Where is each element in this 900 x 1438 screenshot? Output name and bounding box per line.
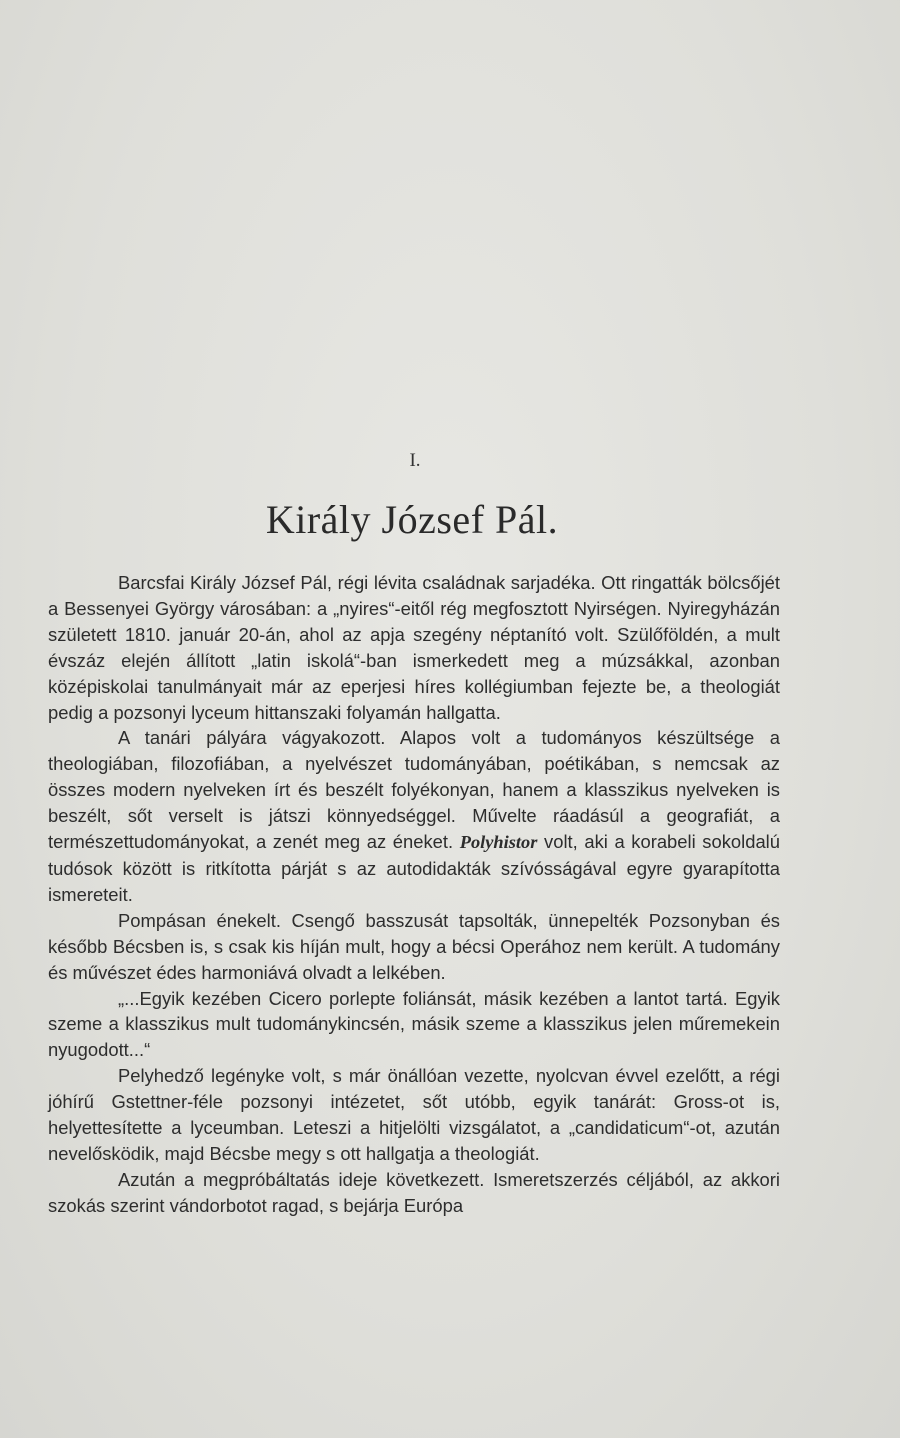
paragraph-5: Pelyhedző legényke volt, s már önállóan vezette, nyolcvan évvel ezelőtt, a régi jóhírű Gstettner-féle pozsonyi intézetet, sőt utóbb, egyik tanárát: Gross-ot is, helyettesítette a lyceumban. Leteszi a hitjelölti vizsgálatot, a „candidaticum“-ot, azután nevelősködik, majd Bécsbe megy s ott hallgatja a theologiát.: [48, 1065, 780, 1164]
paragraph-1: Barcsfai Király József Pál, régi lévita családnak sarjadéka. Ott ringatták bölcsőjét a Bessenyei György városában: a „nyires“-eitől rég megfosztott Nyirségen. Nyiregyházán született 1810. január 20-án, ahol az apja szegény néptanító volt. Szülőföldén, a mult évszáz elején állított „latin iskolá“-ban ismerkedett meg a múzsákkal, azonban középiskolai tanulmányait már az eperjesi híres kollégiumban fejezte be, a theologiát pedig a pozsonyi lyceum hittanszaki folyamán hallgatta.: [48, 572, 780, 723]
paragraph-3: Pompásan énekelt. Csengő basszusát tapsolták, ünnepelték Pozsonyban és később Bécsben is, s csak kis híján mult, hogy a bécsi Operához nem került. A tudomány és művészet édes harmoniává olvadt a lelkében.: [48, 909, 780, 983]
body-text: [48, 570, 780, 1219]
paragraph-2-text-end: volt, aki a korabeli sokoldalú tudósok között is ritkította párját s az autodidakták szívósságával egyre gyarapította ismereteit.: [48, 831, 780, 905]
italic-term: Polyhistor: [459, 832, 538, 853]
chapter-title: Király József Pál.: [265, 497, 559, 542]
paragraph-6: Azután a megpróbáltatás ideje következett. Ismeretszerzés céljából, az akkori szokás szerint vándorbotot ragad, s bejárja Európa: [48, 1168, 780, 1216]
paragraph-2-text-start: A tanári pályára vágyakozott. Alapos volt a tudományos készültsége a theologiában, filozofiában, a nyelvészet tudományában, poétikában, s nemcsak az összes modern nyelveken írt és beszélt folyékonyan, hanem a klasszikus nyelveken is beszélt, sőt verselt is játszi könnyedséggel. Művelte ráadásúl a geografiát, a természettudományokat, a zenét meg az éneket.: [48, 727, 780, 853]
paragraph-4-quote: „...Egyik kezében Cicero porlepte foliánsát, másik kezében a lantot tartá. Egyik szeme a klasszikus mult tudománykincsén, másik szeme a klasszikus jelen műremekein nyugodott...“: [48, 987, 780, 1061]
paragraph-2: [48, 725, 780, 907]
chapter-number: I.: [409, 450, 421, 471]
